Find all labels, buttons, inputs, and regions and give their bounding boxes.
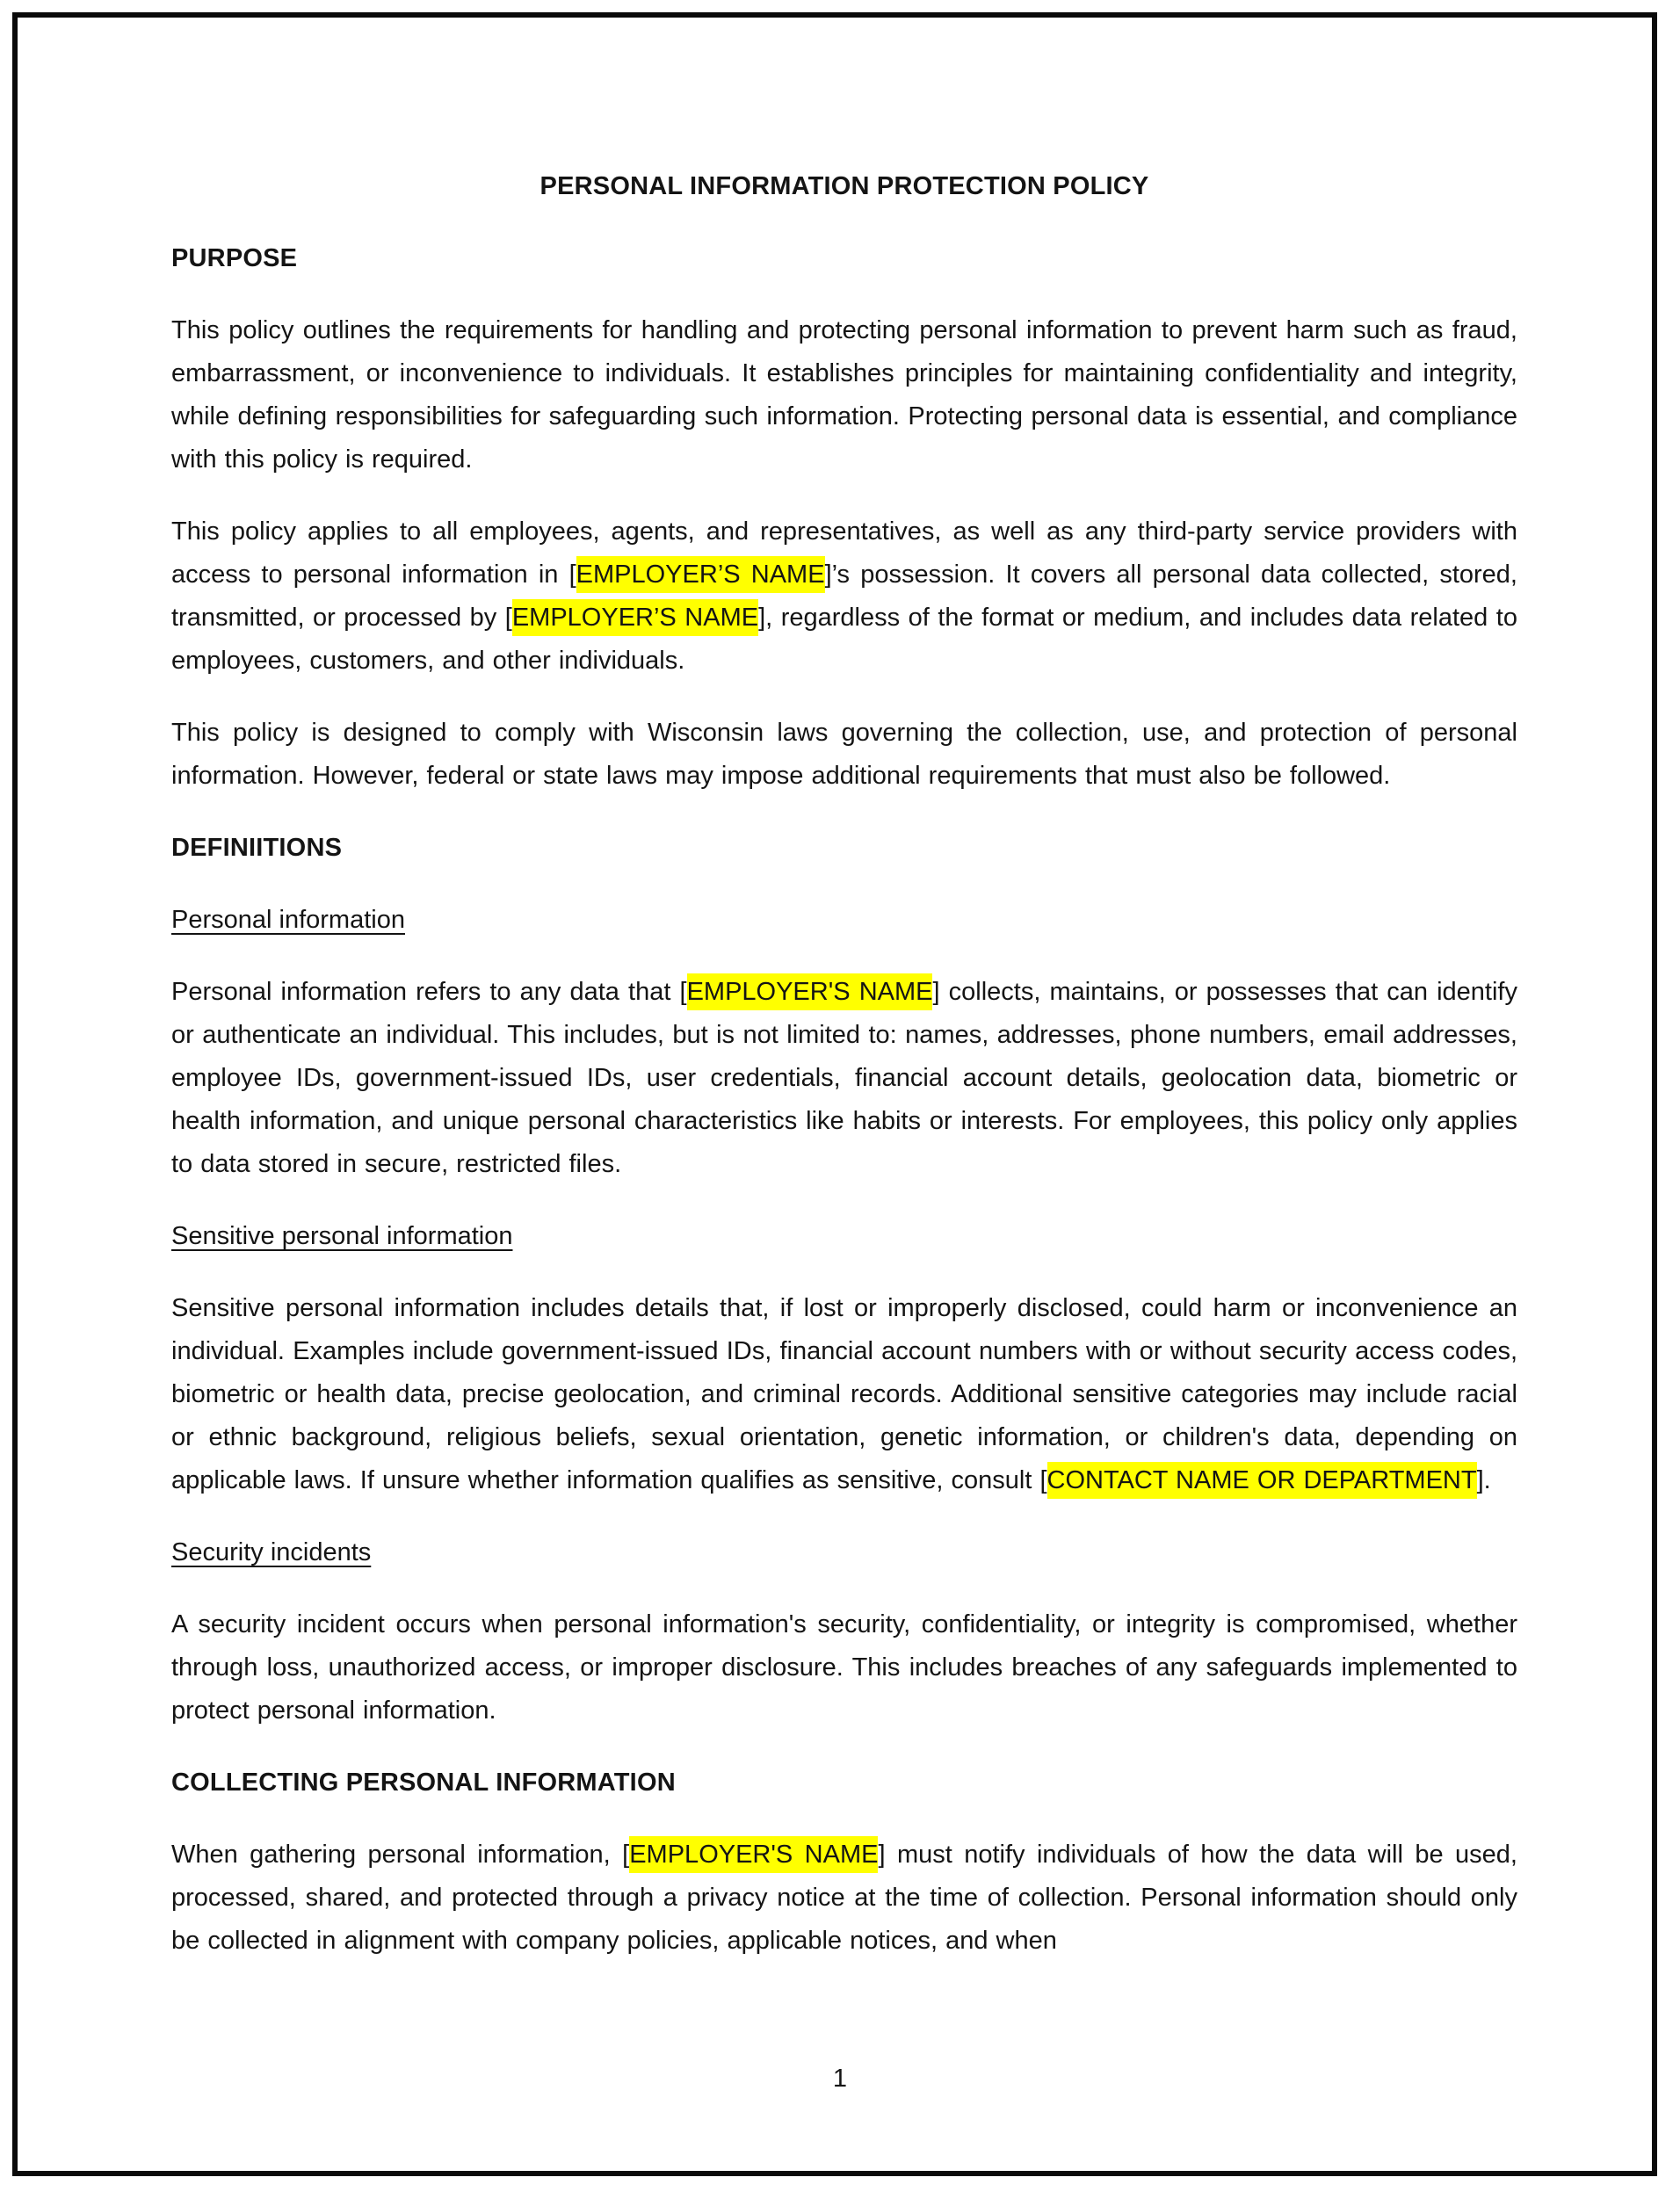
text-run: A security incident occurs when personal information's security, confidentiality, or integrity is compromised, whether through loss, unauthorized access, or improper disclosure. This includes breaches of any safeguards implemented to protect personal information. (171, 1610, 1517, 1725)
highlighted-placeholder: EMPLOYER'S NAME (687, 973, 933, 1010)
text-run: Sensitive personal information includes details that, if lost or improperly disclosed, could harm or inconvenience an individual. Examples include government-issued IDs, financial account numbers with or without security access codes, biometric or health data, precise geolocation, and criminal records. Additional sensitive categories may include racial or ethnic background, religious beliefs, sexual orientation, genetic information, or children's data, depending on applicable laws. If unsure whether information qualifies as sensitive, consult [ (171, 1294, 1517, 1494)
sub-heading: Sensitive personal information (171, 1222, 513, 1250)
document-title: PERSONAL INFORMATION PROTECTION POLICY (539, 172, 1149, 200)
paragraph (171, 712, 1517, 798)
document-content (171, 165, 1517, 1992)
text-run: ], regardless of the format or medium, and includes data related to employees, customers, and other individuals. (171, 604, 1517, 675)
text-run: Personal information refers to any data that [ (171, 978, 687, 1006)
text-run: This policy applies to all employees, agents, and representatives, as well as any third-party service providers with access to personal information in [ (171, 517, 1517, 589)
document-body (171, 237, 1517, 1963)
text-run: ] must notify individuals of how the data will be used, processed, shared, and protected through a privacy notice at the time of collection. Personal information should only be collected in alignment with company policies, applicable notices, and when (171, 1841, 1517, 1955)
sub-heading: Personal information (171, 906, 405, 934)
paragraph (171, 1834, 1517, 1963)
section-heading: COLLECTING PERSONAL INFORMATION (171, 1769, 676, 1797)
page-number: 1 (832, 2065, 848, 2093)
highlighted-placeholder: EMPLOYER'S NAME (629, 1836, 878, 1873)
paragraph (171, 510, 1517, 683)
text-run: This policy outlines the requirements for handling and protecting personal information to prevent harm such as fraud, embarrassment, or inconvenience to individuals. It establishes principles for maintaining confidentiality and integrity, while defining responsibilities for safeguarding such information. Protecting personal data is essential, and compliance with this policy is required. (171, 316, 1517, 474)
paragraph (171, 1603, 1517, 1732)
paragraph (171, 1287, 1517, 1502)
highlighted-placeholder: EMPLOYER’S NAME (512, 599, 758, 636)
section-heading: DEFINIITIONS (171, 834, 343, 862)
paragraph (171, 971, 1517, 1186)
text-run: ] collects, maintains, or possesses that can identify or authenticate an individual. This includes, but is not limited to: names, addresses, phone numbers, email addresses, employee IDs, government-issued IDs, user credentials, financial account details, geolocation data, biometric or health information, and unique personal characteristics like habits or interests. For employees, this policy only applies to data stored in secure, restricted files. (171, 978, 1517, 1178)
text-run: ]. (1476, 1466, 1491, 1494)
highlighted-placeholder: CONTACT NAME OR DEPARTMENT (1047, 1462, 1477, 1499)
text-run: When gathering personal information, [ (171, 1841, 630, 1869)
highlighted-placeholder: EMPLOYER’S NAME (576, 556, 825, 593)
text-run: This policy is designed to comply with Wisconsin laws governing the collection, use, and protection of personal information. However, federal or state laws may impose additional requirements that must also be followed. (171, 719, 1517, 790)
paragraph (171, 309, 1517, 481)
section-heading: PURPOSE (171, 244, 298, 272)
sub-heading: Security incidents (171, 1538, 372, 1566)
text-run: ]’s possession. It covers all personal data collected, stored, transmitted, or processed by [ (171, 561, 1517, 632)
